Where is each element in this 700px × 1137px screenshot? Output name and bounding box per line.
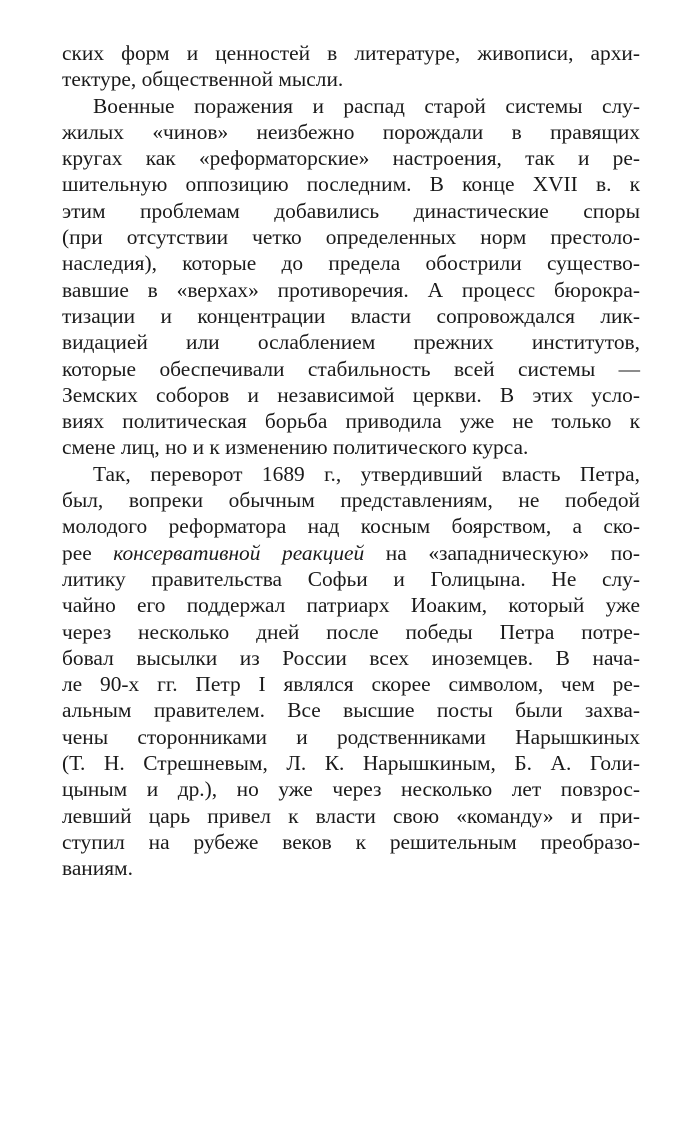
text-line: виях политическая борьба приводила уже не только к [62, 409, 640, 434]
italic-phrase: консервативной реакцией [113, 540, 365, 565]
text-line: этим проблемам добавились династические споры [62, 198, 640, 223]
text-line: ле 90-х гг. Петр I являлся скорее символом, чем ре- [62, 672, 640, 697]
text-line: ских форм и ценностей в литературе, живописи, архи- [62, 41, 640, 65]
text-line: жилых «чинов» неизбежно порождали в правящих [62, 119, 640, 144]
text-line: альным правителем. Все высшие посты были захва- [62, 698, 640, 723]
text-fragment: рее [62, 540, 114, 565]
text-line: (при отсутствии четко определенных норм престоло- [62, 225, 640, 250]
text-line: тизации и концентрации власти сопровождался лик- [62, 303, 640, 328]
text-line: чайно его поддержал патриарх Иоаким, который уже [62, 593, 640, 618]
text-line: которые обеспечивали стабильность всей системы — [62, 356, 640, 381]
text-line: цыным и др.), но уже через несколько лет повзрос- [62, 777, 640, 802]
text-line: наследия), которые до предела обострили существо- [62, 251, 640, 276]
text-line: смене лиц, но и к изменению политического курса. [62, 435, 529, 460]
text-line: кругах как «реформаторские» настроения, так и ре- [62, 146, 640, 171]
text-line-with-italic [62, 540, 640, 566]
text-line: левший царь привел к власти свою «команду» и при- [62, 803, 640, 828]
text-line: литику правительства Софьи и Голицына. Не слу- [62, 566, 640, 591]
text-line: Земских соборов и независимой церкви. В этих усло- [62, 382, 640, 407]
text-line: тектуре, общественной мысли. [62, 67, 344, 92]
text-line: ступил на рубеже веков к решительным преобразо- [62, 829, 640, 854]
text-line: вавшие в «верхах» противоречия. А процесс бюрокра- [62, 277, 640, 302]
body-text [62, 40, 640, 882]
text-line: видацией или ослаблением прежних институтов, [62, 330, 640, 355]
text-line: Так, переворот 1689 г., утвердивший власть Петра, [93, 461, 640, 486]
text-fragment: на «западническую» по- [364, 540, 640, 565]
text-line: молодого реформатора над косным боярством, а ско- [62, 514, 640, 539]
text-line: ваниям. [62, 856, 133, 881]
text-line: Военные поражения и распад старой системы слу- [93, 93, 640, 118]
text-line: через несколько дней после победы Петра потре- [62, 619, 640, 644]
text-line: (Т. Н. Стрешневым, Л. К. Нарышкиным, Б. А. Голи- [62, 751, 640, 776]
text-line: бовал высылки из России всех иноземцев. В нача- [62, 645, 640, 670]
text-line: шительную оппозицию последним. В конце XVII в. к [62, 172, 640, 197]
text-line: был, вопреки обычным представлениям, не победой [62, 488, 640, 513]
text-line: чены сторонниками и родственниками Нарышкиных [62, 724, 640, 749]
